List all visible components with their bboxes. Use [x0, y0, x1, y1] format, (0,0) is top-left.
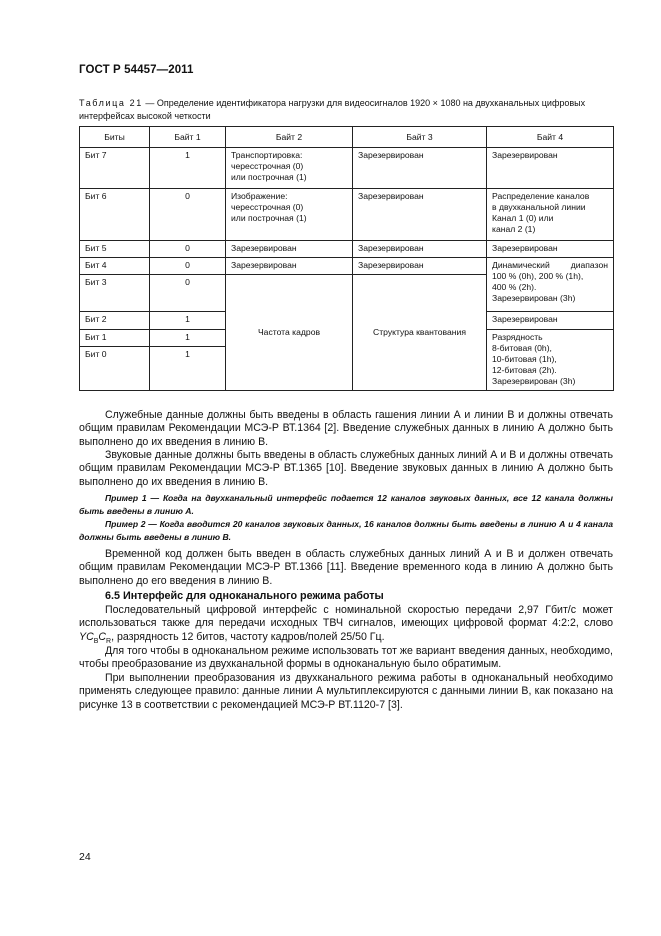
- byte1-value: 0: [150, 275, 226, 312]
- byte2-value: Зарезервирован: [226, 257, 353, 274]
- cell-line: или построчная (1): [231, 172, 307, 183]
- bit-label: Бит 5: [80, 240, 150, 257]
- cell-line: Зарезервирован (3h): [492, 292, 576, 303]
- byte3-value: Зарезервирован: [353, 148, 487, 189]
- cell-line: Разрядность: [492, 331, 543, 342]
- dynamic-range-word1: Динамический: [492, 259, 550, 270]
- formula-sub-b: B: [93, 637, 99, 645]
- byte3-quantization: Структура квантования: [353, 275, 487, 391]
- cell-line: в двухканальной линии: [492, 202, 586, 213]
- byte4-value: Зарезервирован: [487, 312, 614, 329]
- formula-yc: YC: [79, 630, 94, 643]
- paragraph-text: Последовательный цифровой интерфейс с номинальной скоростью передачи 2,97 Гбит/с может использоваться также для передачи исходных ТВЧ сигналов, имеющих цифровой формат 4:2:2, слово: [79, 604, 613, 630]
- byte3-value: Зарезервирован: [353, 257, 487, 274]
- example-1: [79, 492, 613, 518]
- paragraph-text: Звуковые данные должны быть введены в область служебных данных линий А и В и должны отвечать общим правилам Рекомендации МСЭ-Р ВТ.1365 [10]. Введение звуковых данных в линию А должно быть выполнено до их введения в линию В.: [79, 449, 613, 488]
- cell-line: или построчная (1): [231, 213, 307, 224]
- byte3-value: Зарезервирован: [353, 189, 487, 240]
- document-header: ГОСТ Р 54457—2011: [79, 64, 194, 76]
- header-byte1: Байт 1: [150, 127, 226, 148]
- cell-line: Зарезервирован (3h): [492, 375, 576, 386]
- byte2-value: Зарезервирован: [226, 240, 353, 257]
- cell-line: канал 2 (1): [492, 224, 536, 235]
- paragraph-conversion-rule: [79, 672, 613, 712]
- bit-label: Бит 1: [80, 329, 150, 347]
- byte4-dynamic-range: [487, 257, 614, 311]
- paragraph-text: Для того чтобы в одноканальном режиме использовать тот же вариант введения данных, необходимо, чтобы преобразование из двухканальной формы в одноканальную было обратимым.: [79, 645, 613, 671]
- cell-line: Распределение каналов: [492, 191, 590, 202]
- cell-line: 8-битовая (0h),: [492, 342, 552, 353]
- bit-label: Бит 0: [80, 347, 150, 391]
- table-header-row: [80, 127, 614, 148]
- byte1-value: 1: [150, 329, 226, 347]
- header-byte3: Байт 3: [353, 127, 487, 148]
- paragraph-text: Временной код должен быть введен в область служебных данных линий А и В и должен отвечать общим правилам Рекомендации МСЭ-Р ВТ.1366 [11]. Введение временного кода в линию А должно быть выполнено до его введения в линию В.: [79, 548, 613, 587]
- formula-sub-r: R: [106, 637, 112, 645]
- header-bits: Биты: [80, 127, 150, 148]
- paragraph-timecode: [79, 548, 613, 588]
- cell-line: 400 % (2h).: [492, 281, 537, 292]
- byte1-value: 1: [150, 347, 226, 391]
- byte2-value: [226, 148, 353, 189]
- header-byte4: Байт 4: [487, 127, 614, 148]
- byte1-value: 0: [150, 257, 226, 274]
- bit-label: Бит 2: [80, 312, 150, 329]
- bit-label: Бит 6: [80, 189, 150, 240]
- byte1-value: 1: [150, 148, 226, 189]
- cell-line: Транспортировка:: [231, 150, 303, 161]
- cell-line: чересстрочная (0): [231, 202, 304, 213]
- bit-label: Бит 7: [80, 148, 150, 189]
- table-row-bit4: [80, 257, 614, 274]
- byte4-value: Зарезервирован: [487, 240, 614, 257]
- dynamic-range-word2: диапазон: [570, 259, 608, 270]
- table-caption-text: — Определение идентификатора нагрузки для видеосигналов 1920 × 1080 на двухканальных цифровых интерфейсах высокой четкости: [79, 98, 586, 121]
- example-text: Пример 1 — Когда на двухканальный интерфейс подается 12 каналов звуковых данных, все 12 канала должны быть введены в линию А.: [79, 493, 613, 516]
- byte3-value: Зарезервирован: [353, 240, 487, 257]
- cell-line: Изображение:: [231, 191, 288, 202]
- cell-line: [492, 260, 608, 271]
- byte1-value: 0: [150, 240, 226, 257]
- byte2-frame-rate: Частота кадров: [226, 275, 353, 391]
- paragraph-serial-interface: [79, 604, 613, 648]
- paragraph-ancillary-data: [79, 409, 613, 449]
- byte4-value: [487, 189, 614, 240]
- page-number: 24: [79, 851, 91, 863]
- bit-label: Бит 4: [80, 257, 150, 274]
- cell-line: чересстрочная (0): [231, 161, 304, 172]
- table-row-bit5: [80, 240, 614, 257]
- payload-identifier-table: [79, 126, 614, 391]
- cell-line: 10-битовая (1h),: [492, 353, 557, 364]
- table-caption-label: Таблица 21: [79, 98, 143, 108]
- byte4-value: Зарезервирован: [487, 148, 614, 189]
- paragraph-audio-data: [79, 449, 613, 489]
- byte1-value: 0: [150, 189, 226, 240]
- paragraph-text: При выполнении преобразования из двухканального режима работы в одноканальный необходимо применять следующее правило: данные линии А мультиплексируются с данными линии В, как показано на рисунке 13 в соответствии с рекомендацией МСЭ-Р ВТ.1120-7 [3].: [79, 672, 613, 711]
- header-byte2: Байт 2: [226, 127, 353, 148]
- section-heading: 6.5 Интерфейс для одноканального режима работы: [105, 590, 384, 602]
- paragraph-text: , разрядность 12 битов, частоту кадров/полей 25/50 Гц.: [111, 630, 385, 643]
- example-2: [79, 518, 613, 544]
- byte4-bit-depth: [487, 329, 614, 390]
- byte1-value: 1: [150, 312, 226, 329]
- bit-label: Бит 3: [80, 275, 150, 312]
- cell-line: 12-битовая (2h).: [492, 364, 557, 375]
- table-row-bit6: [80, 189, 614, 240]
- formula-c: C: [98, 630, 107, 643]
- table-row-bit7: [80, 148, 614, 189]
- cell-line: Канал 1 (0) или: [492, 213, 554, 224]
- cell-line: 100 % (0h), 200 % (1h),: [492, 270, 584, 281]
- table-caption: [79, 97, 609, 123]
- byte2-value: [226, 189, 353, 240]
- example-text: Пример 2 — Когда вводится 20 каналов звуковых данных, 16 каналов должны быть введены в линию А и 4 канала должны быть введены в линию В.: [79, 519, 613, 542]
- paragraph-single-channel: [79, 645, 613, 672]
- paragraph-text: Служебные данные должны быть введены в область гашения линии А и линии В и должны отвечать общим правилам Рекомендации МСЭ-Р ВТ.1364 [2]. Введение служебных данных в линию А должно быть выполнено до их введения в линию В.: [79, 409, 613, 448]
